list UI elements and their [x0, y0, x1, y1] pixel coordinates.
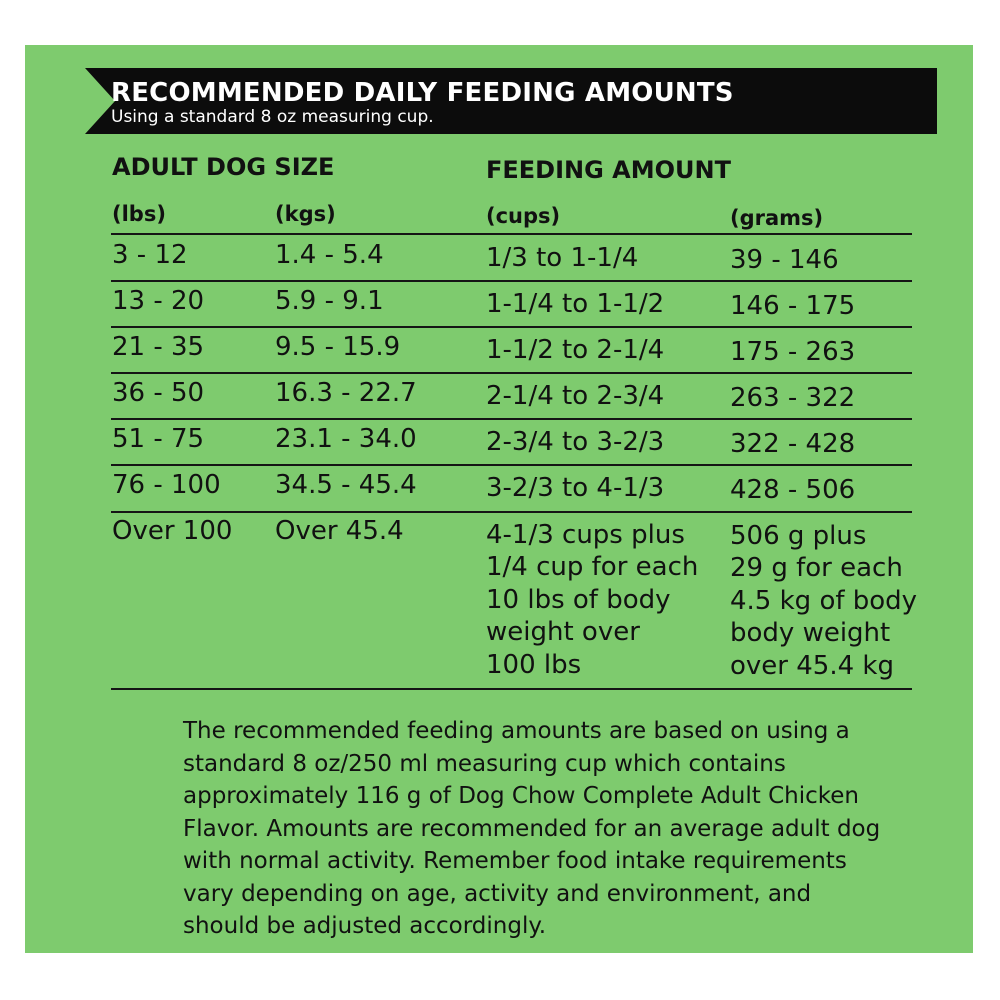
- table-cell-cups: 1-1/2 to 2-1/4: [486, 335, 665, 365]
- table-cell-cups-line: weight over: [486, 617, 640, 647]
- table-cell-grams: 175 - 263: [730, 337, 856, 367]
- banner-title: RECOMMENDED DAILY FEEDING AMOUNTS: [111, 78, 734, 108]
- table-cell-cups: 2-3/4 to 3-2/3: [486, 427, 665, 457]
- table-cell-grams: 39 - 146: [730, 245, 839, 275]
- table-cell-grams-line: over 45.4 kg: [730, 651, 894, 681]
- table-cell-lbs: 76 - 100: [112, 470, 221, 500]
- table-cell-cups-line: 4-1/3 cups plus: [486, 520, 685, 550]
- table-cell-lbs: Over 100: [112, 516, 233, 546]
- grams-header: (grams): [730, 206, 824, 230]
- table-cell-kgs: 23.1 - 34.0: [275, 424, 417, 454]
- table-cell-kgs: Over 45.4: [275, 516, 404, 546]
- table-cell-kgs: 1.4 - 5.4: [275, 240, 384, 270]
- table-cell-lbs: 36 - 50: [112, 378, 205, 408]
- table-cell-grams: 146 - 175: [730, 291, 856, 321]
- table-cell-grams-line: 4.5 kg of body: [730, 586, 918, 616]
- table-rule: [111, 418, 912, 420]
- table-rule: [111, 372, 912, 374]
- table-rule: [111, 688, 912, 690]
- table-cell-cups: 2-1/4 to 2-3/4: [486, 381, 665, 411]
- table-cell-lbs: 51 - 75: [112, 424, 205, 454]
- table-cell-grams: 263 - 322: [730, 383, 856, 413]
- table-cell-cups-line: 100 lbs: [486, 650, 582, 680]
- table-cell-cups: 3-2/3 to 4-1/3: [486, 473, 665, 503]
- table-cell-cups: 1/3 to 1-1/4: [486, 243, 639, 273]
- table-cell-grams-line: 29 g for each: [730, 553, 903, 583]
- table-cell-grams: 322 - 428: [730, 429, 856, 459]
- cups-header: (cups): [486, 204, 561, 228]
- table-cell-kgs: 34.5 - 45.4: [275, 470, 417, 500]
- table-cell-grams-line: body weight: [730, 618, 891, 648]
- table-cell-lbs: 3 - 12: [112, 240, 188, 270]
- table-cell-kgs: 16.3 - 22.7: [275, 378, 417, 408]
- table-cell-cups-line: 10 lbs of body: [486, 585, 671, 615]
- table-rule: [111, 464, 912, 466]
- table-rule: [111, 280, 912, 282]
- kgs-header: (kgs): [275, 202, 336, 226]
- table-cell-lbs: 21 - 35: [112, 332, 205, 362]
- table-rule: [111, 233, 912, 235]
- table-cell-cups-line: 1/4 cup for each: [486, 552, 699, 582]
- lbs-header: (lbs): [112, 202, 166, 226]
- table-rule: [111, 511, 912, 513]
- table-cell-cups: 1-1/4 to 1-1/2: [486, 289, 665, 319]
- dog-size-header: ADULT DOG SIZE: [112, 153, 335, 181]
- banner-subtitle: Using a standard 8 oz measuring cup.: [111, 107, 434, 127]
- feeding-amount-header: FEEDING AMOUNT: [486, 156, 731, 184]
- table-cell-grams: 428 - 506: [730, 475, 856, 505]
- feeding-note: The recommended feeding amounts are based on using a standard 8 oz/250 ml measuring cup which contains approximately 116 g of Dog Chow Complete Adult Chicken Flavor. Amounts are recommended for an average adult dog with normal activity. Remember food intake requirements vary depending on age, activity and environment, and should be adjusted accordingly.: [183, 718, 881, 939]
- table-cell-kgs: 5.9 - 9.1: [275, 286, 384, 316]
- table-cell-kgs: 9.5 - 15.9: [275, 332, 401, 362]
- feeding-panel: [25, 45, 973, 953]
- table-cell-grams-line: 506 g plus: [730, 521, 867, 551]
- table-cell-lbs: 13 - 20: [112, 286, 205, 316]
- table-rule: [111, 326, 912, 328]
